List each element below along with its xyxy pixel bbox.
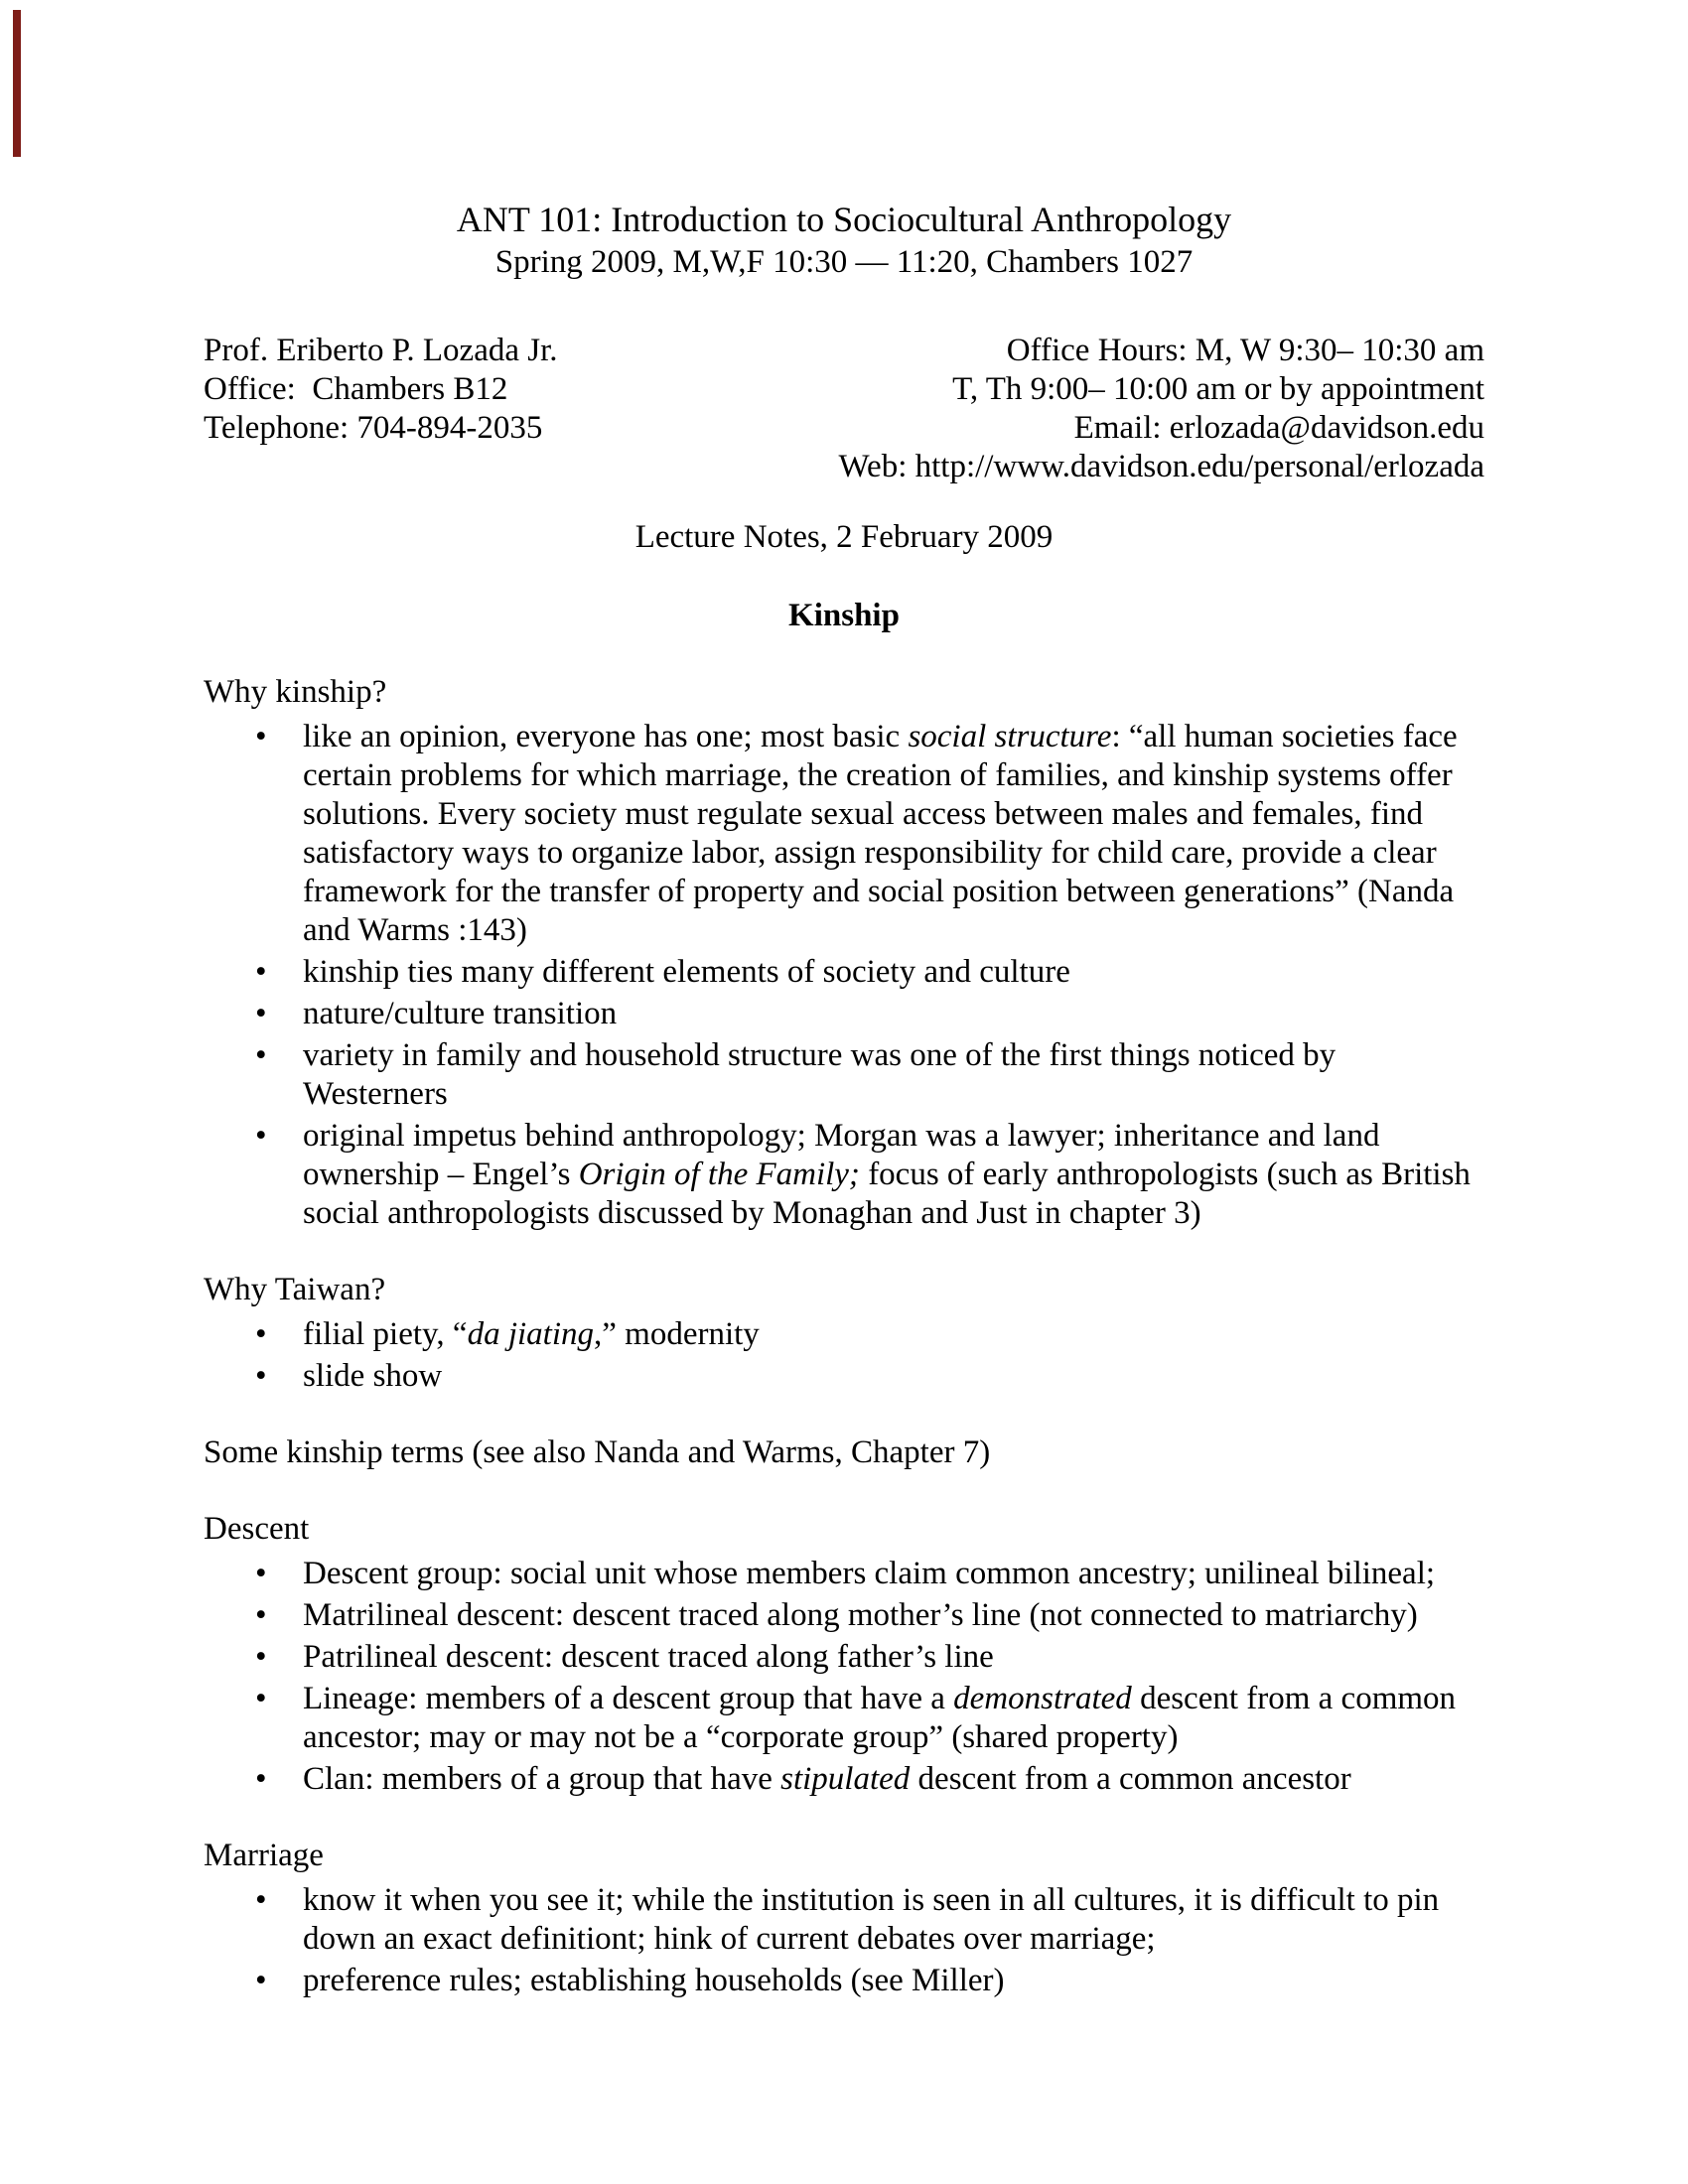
kinship-terms-note: Some kinship terms (see also Nanda and Warms, Chapter 7) (204, 1434, 991, 1470)
section-heading: Marriage (204, 1838, 324, 1873)
section-descent (204, 1510, 1484, 1799)
web-line: Web: http://www.davidson.edu/personal/erlozada (838, 449, 1484, 484)
lecture-notes-date-line: Lecture Notes, 2 February 2009 (634, 519, 1054, 555)
section-heading: Why kinship? (204, 674, 387, 710)
bullet-text: slide show (303, 1358, 443, 1394)
bullet-text: Matrilineal descent: descent traced along mother’s line (not connected to matriarchy) (303, 1597, 1418, 1633)
bullet-text-italic: stipulated (780, 1761, 911, 1797)
office-hours-line-1: Office Hours: M, W 9:30– 10:30 am (1006, 333, 1484, 368)
bullet-item (204, 1036, 1484, 1114)
office-hours-line-2: T, Th 9:00– 10:00 am or by appointment (952, 371, 1484, 407)
email-line: Email: erlozada@davidson.edu (1073, 410, 1484, 446)
section-heading: Why Taiwan? (204, 1272, 386, 1307)
bullet-text: original impetus behind anthropology; Morgan was a lawyer; inheritance and land ownership – Engel’s (303, 1118, 1380, 1192)
bullet-item (204, 1596, 1484, 1635)
bullet-item (204, 1117, 1484, 1233)
bullet-list (204, 1881, 1484, 2000)
bullet-item (204, 1881, 1484, 1959)
bullet-item (204, 718, 1484, 950)
bullet-item (204, 1357, 1484, 1396)
section-marriage (204, 1837, 1484, 2000)
kinship-main-heading: Kinship (788, 598, 900, 633)
instructor-office: Office: Chambers B12 (204, 371, 508, 407)
bullet-item (204, 1760, 1484, 1799)
bullet-text: Clan: members of a group that have (303, 1761, 781, 1797)
bullet-text-italic: social structure (908, 719, 1112, 754)
bullet-text: Lineage: members of a descent group that have a (303, 1681, 954, 1716)
bullet-item (204, 1962, 1484, 2000)
bullet-text: ,” modernity (594, 1316, 760, 1352)
bullet-text: preference rules; establishing households (see Miller) (303, 1963, 1005, 1998)
bullet-text: nature/culture transition (303, 996, 618, 1031)
bullet-item (204, 1680, 1484, 1757)
bullet-text: Descent group: social unit whose members claim common ancestry; unilineal bilineal; (303, 1556, 1436, 1591)
section-heading: Descent (204, 1511, 310, 1547)
bullet-text: know it when you see it; while the institution is seen in all cultures, it is difficult to pin down an exact definitiont; hink of current debates over marriage; (303, 1882, 1440, 1957)
bullet-text: like an opinion, everyone has one; most basic (303, 719, 909, 754)
scan-artifact-mark (13, 10, 21, 157)
bullet-item (204, 1555, 1484, 1593)
bullet-text: descent from a common ancestor; may or may not be a “corporate group” (shared property) (303, 1681, 1457, 1755)
bullet-text: filial piety, “ (303, 1316, 468, 1352)
instructor-contact-block (204, 332, 1484, 486)
bullet-item (204, 1638, 1484, 1677)
bullet-list (204, 1555, 1484, 1799)
bullet-list (204, 1315, 1484, 1396)
instructor-info (204, 332, 558, 486)
contact-info (839, 332, 1484, 486)
bullet-text-italic: demonstrated (953, 1681, 1132, 1716)
bullet-text: : “all human societies face certain problems for which marriage, the creation of families, and kinship systems offer solutions. Every society must regulate sexual access between males and females, find satisfactory ways to organize labor, assign responsibility for child care, provide a clear framework for the transfer of property and social position between generations” (Nanda and Warms :143) (303, 719, 1458, 948)
bullet-list (204, 718, 1484, 1233)
instructor-telephone: Telephone: 704-894-2035 (204, 410, 543, 446)
section-why-taiwan (204, 1271, 1484, 1396)
section-why-kinship (204, 673, 1484, 1233)
bullet-text: Patrilineal descent: descent traced along father’s line (303, 1639, 994, 1675)
course-title: ANT 101: Introduction to Sociocultural Anthropology (456, 200, 1232, 239)
bullet-text: focus of early anthropologists (such as British social anthropologists discussed by Monaghan and Just in chapter 3) (303, 1157, 1471, 1231)
instructor-name: Prof. Eriberto P. Lozada Jr. (204, 333, 558, 368)
bullet-item (204, 995, 1484, 1033)
bullet-text: kinship ties many different elements of society and culture (303, 954, 1070, 990)
bullet-item (204, 1315, 1484, 1354)
bullet-text-italic: Origin of the Family; (578, 1157, 860, 1192)
bullet-text-italic: da jiating (467, 1316, 594, 1352)
bullet-text: variety in family and household structure was one of the first things noticed by Westerners (303, 1037, 1336, 1112)
course-schedule-subtitle: Spring 2009, M,W,F 10:30 — 11:20, Chambers 1027 (494, 244, 1194, 280)
bullet-item (204, 953, 1484, 992)
bullet-text: descent from a common ancestor (910, 1761, 1351, 1797)
